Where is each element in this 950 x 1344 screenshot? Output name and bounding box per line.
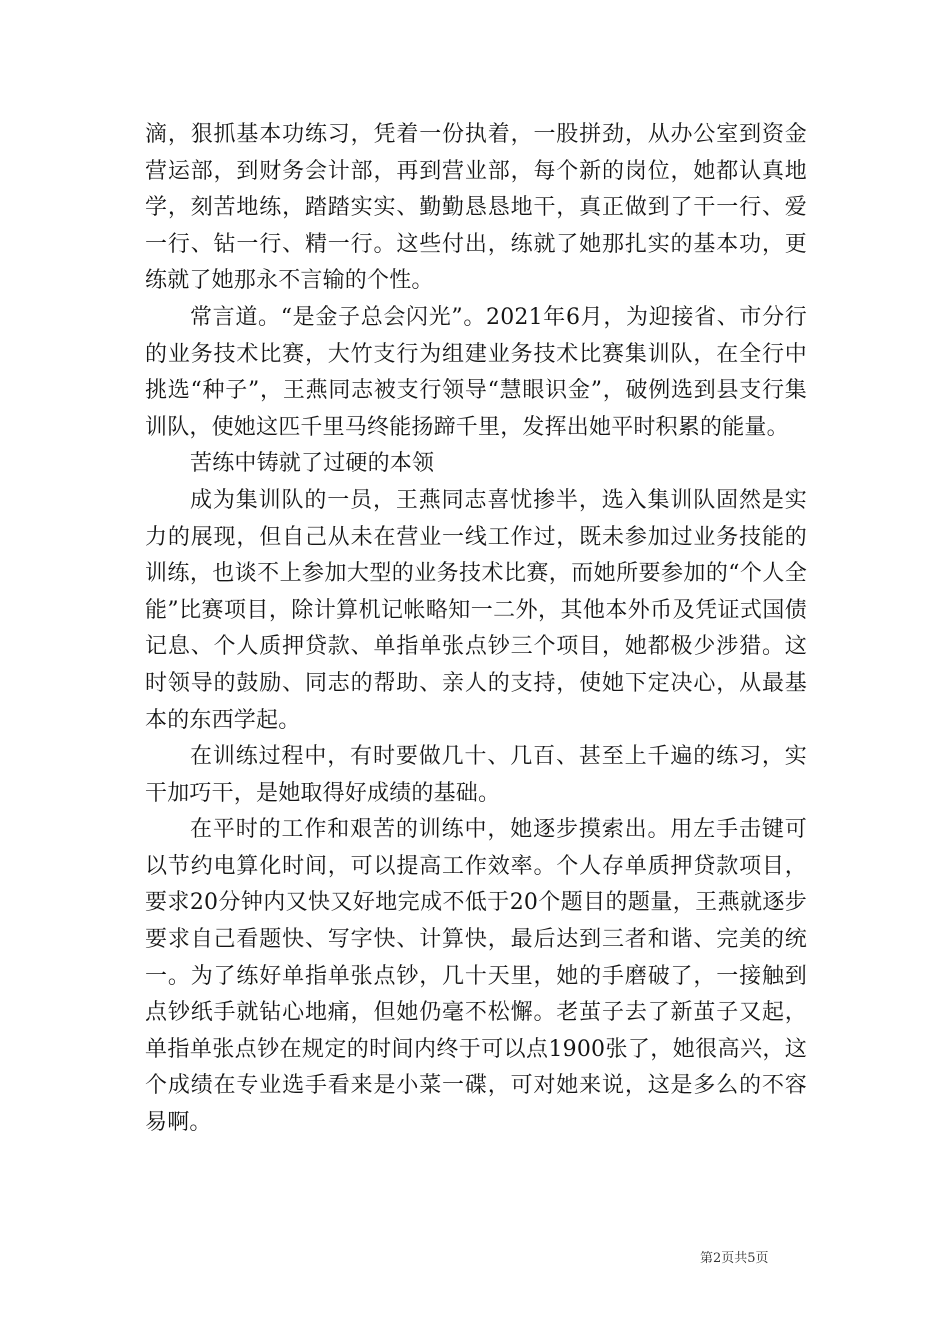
document-body (145, 117, 807, 1142)
section-heading: 苦练中铸就了过硬的本领 (190, 451, 435, 477)
paragraph-training-team: 成为集训队的一员，王燕同志喜忧掺半，选入集训队固然是实力的展现，但自己从未在营业一线工作过，既未参加过业务技能的训练，也谈不上参加大型的业务技术比赛，而她所要参加的“个人全能”比赛项目，除计算机记帐略知一二外，其他本外币及凭证式国债记息、个人质押贷款、单指单张点钞三个项目，她都极少涉猎。这时领导的鼓励、同志的帮助、亲人的支持，使她下定决心，从最基本的东西学起。 (145, 487, 807, 733)
paragraph-hard-training: 在平时的工作和艰苦的训练中，她逐步摸索出。用左手击键可以节约电算化时间，可以提高工作效率。个人存单质押贷款项目，要求20分钟内又快又好地完成不低于20个题目的题量，王燕就逐步要求自己看题快、写字快、计算快，最后达到三者和谐、完美的统一。为了练好单指单张点钞，几十天里，她的手磨破了，一接触到点钞纸手就钻心地痛，但她仍毫不松懈。老茧子去了新茧子又起，单指单张点钞在规定的时间内终于可以点1900张了，她很高兴，这个成绩在专业选手看来是小菜一碟，可对她来说，这是多么的不容易啊。 (145, 817, 807, 1136)
paragraph-gold-shines: 常言道。“是金子总会闪光”。2021年6月，为迎接省、市分行的业务技术比赛，大竹支行为组建业务技术比赛集训队，在全行中挑选“种子”，王燕同志被支行领导“慧眼识金”，破例选到县支行集训队，使她这匹千里马终能扬蹄千里，发挥出她平时积累的能量。 (145, 304, 807, 440)
paragraph-practice: 在训练过程中，有时要做几十、几百、甚至上千遍的练习，实干加巧干，是她取得好成绩的基础。 (145, 744, 807, 806)
paragraph-continuation: 滴，狠抓基本功练习，凭着一份执着，一股拼劲，从办公室到资金营运部，到财务会计部，再到营业部，每个新的岗位，她都认真地学，刻苦地练，踏踏实实、勤勤恳恳地干，真正做到了干一行、爱一行、钻一行、精一行。这些付出，练就了她那扎实的基本功，更练就了她那永不言输的个性。 (145, 122, 807, 294)
page-number: 第2页共5页 (700, 1251, 769, 1266)
